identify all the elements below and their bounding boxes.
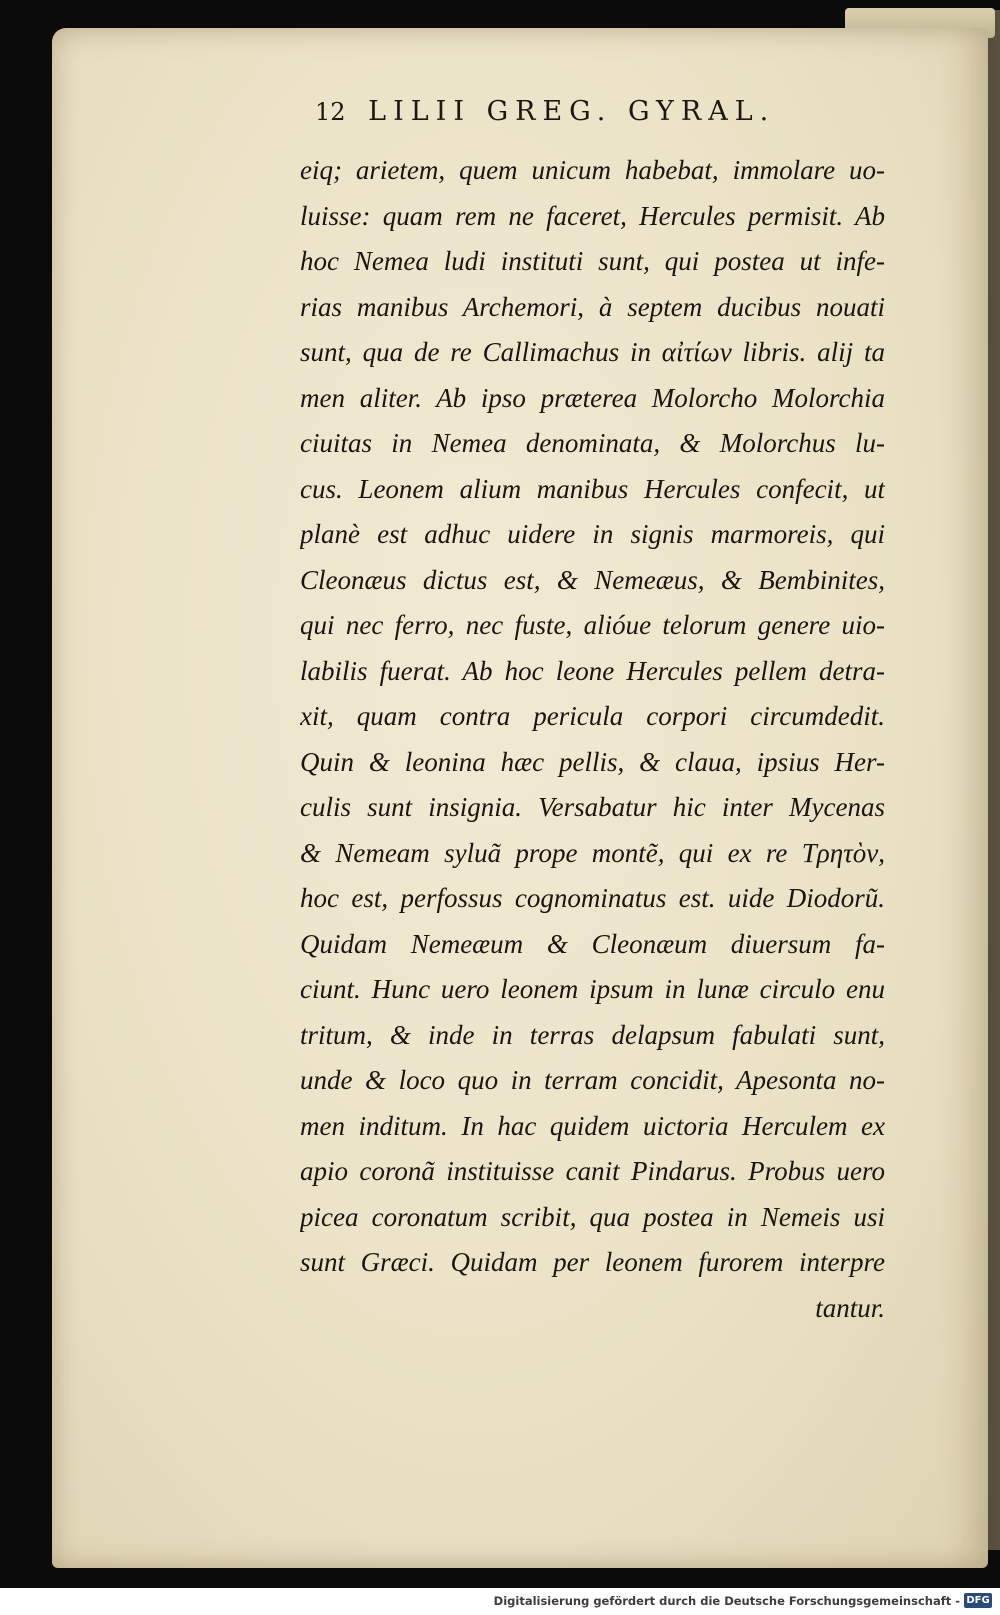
- text-line: unde & loco quo in terram concidit, Apesonta no-: [300, 1065, 885, 1095]
- dfg-logo-icon: DFG: [964, 1593, 992, 1608]
- catchword: tantur.: [815, 1292, 885, 1323]
- text-line: ciuitas in Nemea denominata, & Molorchus lu-: [300, 428, 885, 458]
- text-line: picea coronatum scribit, qua postea in Nemeis usi: [300, 1201, 885, 1232]
- text-line: men inditum. In hac quidem uictoria Herculem ex: [300, 1110, 885, 1141]
- running-title: LILII GREG. GYRAL.: [368, 96, 776, 127]
- text-line: men aliter. Ab ipso præterea Molorcho Molorchia: [300, 382, 885, 413]
- text-line: tritum, & inde in terras delapsum fabulati sunt,: [300, 1019, 885, 1050]
- body-text: [300, 148, 885, 1331]
- text-line: qui nec ferro, nec fuste, alióue telorum genere uio-: [300, 610, 885, 640]
- text-line: xit, quam contra pericula corpori circumdedit.: [300, 701, 885, 731]
- text-line: culis sunt insignia. Versabatur hic inter Mycenas: [300, 792, 885, 822]
- text-line: luisse: quam rem ne faceret, Hercules permisit. Ab: [300, 200, 885, 231]
- text-line: Cleonæus dictus est, & Nemeæus, & Bembinites,: [300, 564, 885, 595]
- text-line: apio coronã instituisse canit Pindarus. Probus uero: [300, 1156, 885, 1186]
- text-line: ciunt. Hunc uero leonem ipsum in lunæ circulo enu: [300, 974, 885, 1004]
- text-line: Quin & leonina hæc pellis, & claua, ipsius Her-: [300, 746, 885, 777]
- text-line: eiq; arietem, quem unicum habebat, immolare uo-: [300, 155, 885, 185]
- footer-bar: [0, 1588, 1000, 1615]
- text-line: rias manibus Archemori, à septem ducibus nouati: [300, 291, 885, 322]
- page-number: 12: [315, 98, 346, 126]
- text-line: sunt Græci. Quidam per leonem furorem interpre: [300, 1247, 885, 1277]
- funding-credit: Digitalisierung gefördert durch die Deutsche Forschungsgemeinschaft -: [493, 1594, 960, 1608]
- text-line: sunt, qua de re Callimachus in αἰτίων libris. alij ta: [300, 337, 885, 367]
- text-line: Quidam Nemeæum & Cleonæum diuersum fa-: [300, 928, 885, 959]
- text-line: cus. Leonem alium manibus Hercules confecit, ut: [300, 473, 885, 504]
- text-line: labilis fuerat. Ab hoc leone Hercules pellem detra-: [300, 655, 885, 686]
- text-line: planè est adhuc uidere in signis marmoreis, qui: [300, 519, 885, 549]
- text-line: hoc est, perfossus cognominatus est. uide Diodorũ.: [300, 883, 885, 913]
- text-line: hoc Nemea ludi instituti sunt, qui postea ut infe-: [300, 246, 885, 276]
- text-line: & Nemeam syluã prope montẽ, qui ex re Τρητὸν,: [300, 837, 885, 868]
- running-head: [315, 96, 875, 138]
